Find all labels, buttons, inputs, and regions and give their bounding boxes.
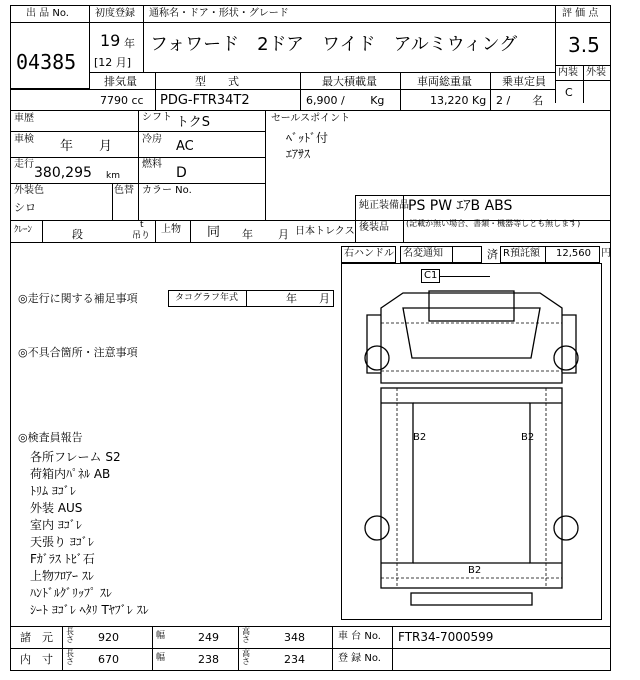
cooler-value: AC bbox=[176, 139, 194, 154]
name-change-label: 名変通知 bbox=[403, 248, 443, 259]
overall-grade: 3.5 bbox=[568, 33, 600, 57]
shift-value: トクS bbox=[176, 115, 210, 130]
inspector-report-line: 上物ﾌﾛｱｰ ｽﾚ bbox=[30, 569, 94, 583]
tacho-value: 年 月 bbox=[286, 292, 330, 305]
outer-width-label: 幅 bbox=[156, 631, 166, 641]
inspector-report-line: 外装 AUS bbox=[30, 501, 83, 515]
defect-notes-label: ◎不具合箇所・注意事項 bbox=[18, 346, 138, 359]
first-reg-month: [12 月] bbox=[94, 56, 132, 69]
inspector-report-line: 荷箱内ﾊﾟﾈﾙ AB bbox=[30, 467, 111, 481]
mileage-label: 走行 bbox=[14, 159, 34, 170]
mileage-unit: km bbox=[106, 171, 120, 181]
wheel-front-left bbox=[365, 346, 389, 370]
color-code-label: カラー No. bbox=[142, 185, 192, 196]
inner-height-label: 高さ bbox=[242, 649, 250, 666]
inner-height: 234 bbox=[284, 653, 305, 666]
cab-mirror-left bbox=[367, 315, 381, 373]
right-handle-label: 右ハンドル bbox=[344, 248, 394, 259]
color-value: シロ bbox=[14, 201, 36, 214]
capacity-value: 2 / 名 bbox=[496, 94, 544, 107]
color-label: 外装色 bbox=[14, 185, 44, 196]
cooler-label: 冷房 bbox=[142, 134, 162, 145]
inspector-report-line: 天張り ﾖｺﾞﾚ bbox=[30, 535, 94, 549]
inspector-report-line: ﾄﾘﾑ ﾖｺﾞﾚ bbox=[30, 484, 76, 498]
max-load-value: 6,900 / Kg bbox=[306, 94, 385, 107]
upper-body-same: 同 bbox=[207, 225, 221, 240]
rear-bumper bbox=[411, 593, 532, 605]
shift-label: シフト bbox=[142, 112, 172, 123]
model-code-value: PDG-FTR34T2 bbox=[160, 93, 250, 108]
cab-windshield bbox=[403, 308, 540, 358]
outer-width: 249 bbox=[198, 631, 219, 644]
cab-mirror-right bbox=[562, 315, 576, 373]
exterior-grade-label: 外装 bbox=[586, 67, 606, 78]
crane-stage-unit: 段 bbox=[72, 228, 83, 241]
upper-body-maker: 日本トレクス bbox=[295, 226, 355, 237]
displacement-value: 7790 cc bbox=[100, 94, 144, 107]
interior-grade-label: 内装 bbox=[558, 67, 578, 78]
damage-mark-c1: C1 bbox=[424, 270, 438, 281]
inspector-report-line: ｼｰﾄ ﾖｺﾞﾚ ﾍﾀﾘ Tﾔﾌﾞﾚ ｽﾚ bbox=[30, 603, 149, 617]
equipment-label: 純正装備品 bbox=[359, 200, 409, 211]
capacity-label: 乗車定員 bbox=[502, 75, 546, 88]
outer-height: 348 bbox=[284, 631, 305, 644]
inner-length: 670 bbox=[98, 653, 119, 666]
sales-point-item: ﾍﾞｯﾄﾞ付 bbox=[286, 131, 329, 145]
crane-ton-unit: t bbox=[140, 220, 144, 230]
inspector-report-label: ◎検査員報告 bbox=[18, 431, 83, 444]
sales-point-item: ｴｱｻｽ bbox=[286, 147, 311, 161]
equipment-value: PS PW ｴｱB ABS bbox=[408, 198, 513, 214]
chassis-number: FTR34-7000599 bbox=[398, 630, 494, 644]
damage-mark-b2-left: B2 bbox=[413, 432, 427, 443]
damage-mark-b2-bottom: B2 bbox=[468, 565, 482, 576]
grade-label: 評 価 点 bbox=[562, 8, 599, 19]
color-change-label: 色替 bbox=[114, 185, 134, 196]
displacement-label: 排気量 bbox=[104, 75, 137, 88]
outer-length: 920 bbox=[98, 631, 119, 644]
max-load-label: 最大積載量 bbox=[322, 75, 377, 88]
inspector-report-line: 室内 ﾖｺﾞﾚ bbox=[30, 518, 82, 532]
inspector-report-line: Fｶﾞﾗｽ ﾄﾋﾞ石 bbox=[30, 552, 95, 566]
first-reg-year: 19 bbox=[100, 31, 121, 50]
model-code-label: 型 式 bbox=[195, 75, 239, 88]
damage-mark-b2-right: B2 bbox=[521, 432, 535, 443]
chassis-label: 車 台 No. bbox=[338, 631, 381, 642]
wheel-rear-left bbox=[365, 516, 389, 540]
first-reg-label: 初度登録 bbox=[95, 8, 135, 19]
inner-dimensions-label: 内 寸 bbox=[20, 653, 53, 666]
upper-body-year-unit: 年 bbox=[242, 228, 253, 241]
cab-roof bbox=[429, 291, 514, 321]
outer-length-label: 長さ bbox=[66, 627, 74, 644]
cargo-box bbox=[381, 388, 562, 588]
aftermarket-note-text: (記載が無い場合、書類・機器等しとも無します) bbox=[406, 219, 581, 228]
lot-number: 04385 bbox=[16, 50, 77, 74]
inspector-report-line: ﾊﾝﾄﾞﾙｸﾞﾘｯﾌﾟ ｽﾚ bbox=[30, 586, 112, 600]
gross-weight-value: 13,220 Kg bbox=[430, 94, 487, 107]
recycle-label: R預託額 bbox=[503, 248, 540, 259]
wheel-rear-right bbox=[554, 516, 578, 540]
gross-weight-label: 車両総重量 bbox=[417, 75, 472, 88]
registration-label: 登 録 No. bbox=[338, 653, 381, 664]
crane-label: ｸﾚｰﾝ bbox=[14, 225, 33, 235]
inspection-value: 年 月 bbox=[60, 139, 113, 154]
mileage-value: 380,295 bbox=[34, 165, 92, 181]
wheel-front-right bbox=[554, 346, 578, 370]
recycle-done-mark: 済 bbox=[487, 248, 498, 261]
crane-hanging-label: 吊り bbox=[132, 231, 151, 241]
upper-body-label: 上物 bbox=[161, 224, 181, 235]
inner-width-label: 幅 bbox=[156, 653, 166, 663]
aftermarket-label: 後装品 bbox=[359, 222, 389, 233]
history-label: 車歴 bbox=[14, 113, 34, 124]
recycle-unit: 円 bbox=[601, 248, 611, 259]
first-reg-year-unit: 年 bbox=[124, 37, 135, 50]
recycle-amount: 12,560 bbox=[556, 248, 591, 259]
interior-grade: C bbox=[565, 86, 573, 99]
upper-body-month-unit: 月 bbox=[278, 228, 289, 241]
inspector-report-line: 各所フレーム S2 bbox=[30, 450, 121, 464]
inspection-label: 車検 bbox=[14, 134, 34, 145]
model-name: フォワード 2ドア ワイド アルミウィング bbox=[150, 34, 518, 55]
fuel-value: D bbox=[176, 165, 187, 181]
inner-length-label: 長さ bbox=[66, 649, 74, 666]
outer-height-label: 高さ bbox=[242, 627, 250, 644]
sales-points-label: セールスポイント bbox=[271, 113, 351, 124]
inner-width: 238 bbox=[198, 653, 219, 666]
driving-notes-label: ◎走行に関する補足事項 bbox=[18, 292, 138, 305]
fuel-label: 燃料 bbox=[142, 159, 162, 170]
model-desc-label: 通称名・ドア・形状・グレード bbox=[149, 8, 289, 19]
outer-dimensions-label: 諸 元 bbox=[20, 631, 53, 644]
tacho-label: タコグラフ年式 bbox=[175, 293, 239, 303]
lot-label: 出 品 No. bbox=[26, 8, 69, 19]
